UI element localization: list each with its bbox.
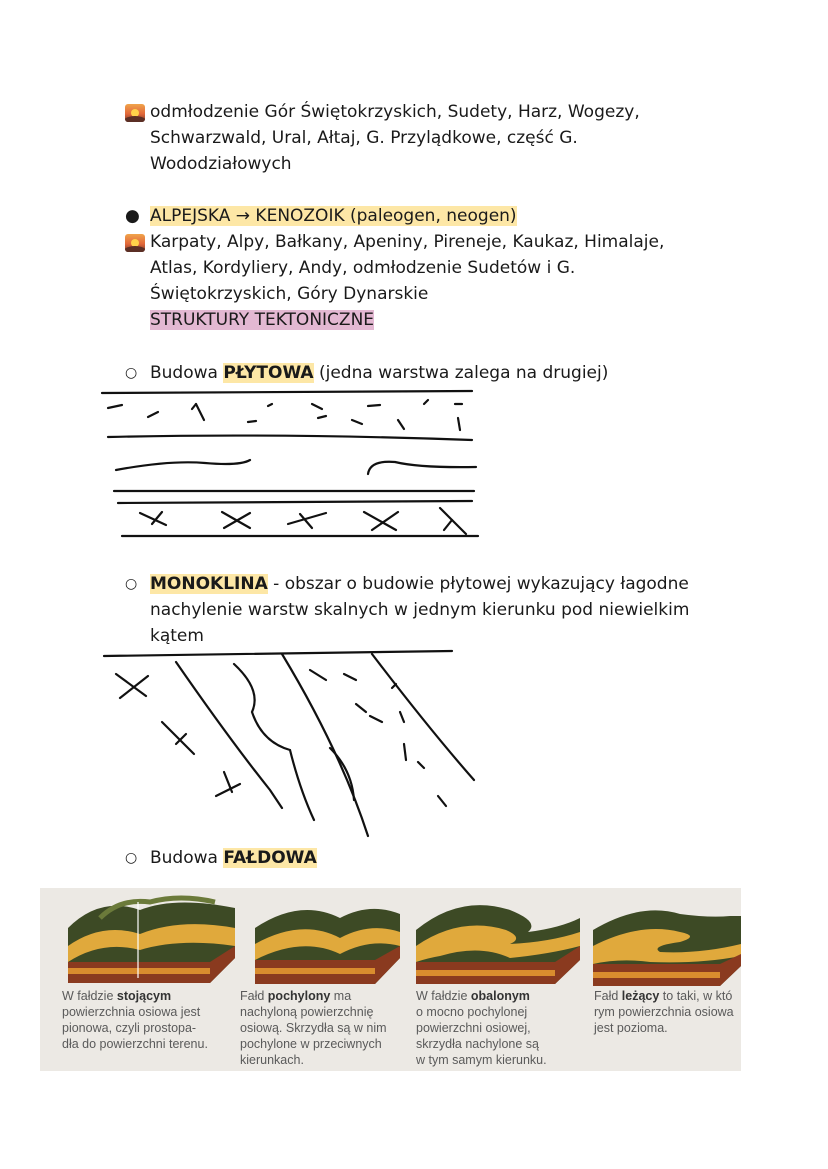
caption-text: to taki, w któ bbox=[659, 989, 733, 1003]
hercynian-line-1: odmłodzenie Gór Świętokrzyskich, Sudety, Harz, Wogezy, bbox=[150, 102, 640, 122]
caption-term: leżący bbox=[621, 989, 660, 1003]
fold-types-photo bbox=[40, 888, 741, 1071]
faldowa-term: FAŁDOWA bbox=[223, 848, 317, 868]
caption-text: powierzchnia osiowa jest bbox=[62, 1005, 201, 1019]
caption-inclined bbox=[240, 988, 387, 1068]
structures-heading bbox=[150, 307, 374, 333]
monoklina-line-1 bbox=[150, 571, 689, 597]
bullet-dot: ● bbox=[125, 206, 140, 226]
caption-text: nachyloną powierzchnię bbox=[240, 1005, 374, 1019]
plytowa-term: PŁYTOWA bbox=[223, 363, 314, 383]
caption-text: W fałdzie bbox=[416, 989, 471, 1003]
caption-text: jest pozioma. bbox=[594, 1021, 668, 1035]
monoklina-line-1-rest: - obszar o budowie płytowej wykazujący łagodne bbox=[267, 574, 689, 594]
bullet-circle: ○ bbox=[125, 850, 138, 866]
caption-text: pochylone w przeciwnych bbox=[240, 1037, 382, 1051]
caption-recumbent bbox=[594, 988, 734, 1036]
caption-text: Fałd bbox=[240, 989, 268, 1003]
plytowa-prefix: Budowa bbox=[150, 363, 224, 383]
alpine-line-2: Atlas, Kordyliery, Andy, odmłodzenie Sudetów i G. bbox=[150, 258, 576, 278]
caption-text: skrzydła nachylone są bbox=[416, 1037, 539, 1051]
alpine-line-1: Karpaty, Alpy, Bałkany, Apeniny, Pireneje, Kaukaz, Himalaje, bbox=[150, 232, 665, 252]
standing-fold-block bbox=[68, 898, 235, 983]
caption-text: ma bbox=[330, 989, 352, 1003]
caption-text: osiową. Skrzydła są w nim bbox=[240, 1021, 387, 1035]
caption-overturned bbox=[416, 988, 547, 1068]
caption-text: w tym samym kierunku. bbox=[416, 1053, 547, 1067]
faldowa-line bbox=[150, 845, 317, 871]
monoklina-line-2: nachylenie warstw skalnych w jednym kierunku pod niewielkim bbox=[150, 600, 690, 620]
hercynian-line-2: Schwarzwald, Ural, Ałtaj, G. Przylądkowe, część G. bbox=[150, 128, 578, 148]
monoklina-term: MONOKLINA bbox=[150, 574, 268, 594]
caption-standing bbox=[62, 988, 208, 1052]
caption-text: dła do powierzchni terenu. bbox=[62, 1037, 208, 1051]
monoklina-line-3: kątem bbox=[150, 626, 204, 646]
caption-text: Fałd bbox=[594, 989, 622, 1003]
caption-text: powierzchni osiowej, bbox=[416, 1021, 531, 1035]
alpine-heading-text: ALPEJSKA → KENOZOIK (paleogen, neogen) bbox=[150, 206, 517, 226]
caption-term: obalonym bbox=[470, 989, 530, 1003]
recumbent-fold-block bbox=[593, 910, 741, 986]
caption-text: o mocno pochylonej bbox=[416, 1005, 528, 1019]
sunset-icon bbox=[125, 234, 145, 252]
plytowa-suffix: (jedna warstwa zalega na drugiej) bbox=[313, 363, 609, 383]
caption-text: kierunkach. bbox=[240, 1053, 304, 1067]
caption-text: rym powierzchnia osiowa bbox=[594, 1005, 734, 1019]
caption-text: W fałdzie bbox=[62, 989, 117, 1003]
faldowa-prefix: Budowa bbox=[150, 848, 224, 868]
inclined-fold-block bbox=[255, 909, 400, 984]
sunset-icon bbox=[125, 104, 145, 122]
caption-text: pionowa, czyli prostopa- bbox=[62, 1021, 197, 1035]
alpine-heading bbox=[150, 203, 517, 229]
hercynian-line-3: Wododziałowych bbox=[150, 154, 292, 174]
caption-term: pochylony bbox=[267, 989, 331, 1003]
bullet-circle: ○ bbox=[125, 365, 138, 381]
overturned-fold-block bbox=[416, 905, 580, 984]
monocline-sketch bbox=[104, 651, 474, 836]
structures-heading-text: STRUKTURY TEKTONICZNE bbox=[150, 310, 375, 330]
plytowa-line bbox=[150, 360, 608, 386]
bullet-circle: ○ bbox=[125, 576, 138, 592]
caption-term: stojącym bbox=[116, 989, 172, 1003]
alpine-line-3: Świętokrzyskich, Góry Dynarskie bbox=[150, 284, 429, 304]
plate-structure-sketch bbox=[102, 391, 478, 536]
